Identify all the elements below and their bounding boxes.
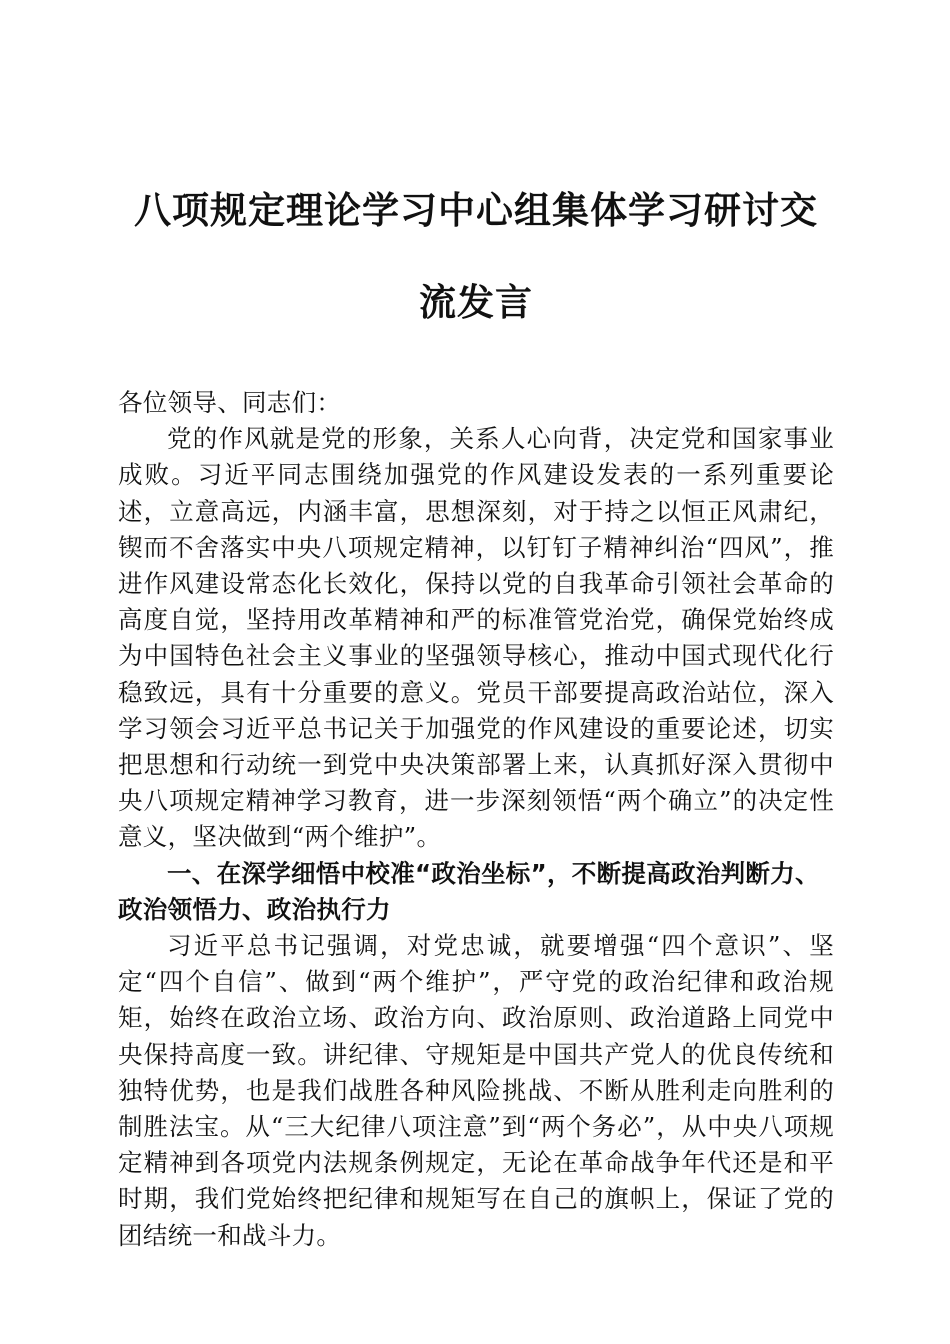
document-page (118, 165, 834, 1254)
document-title: 八项规定理论学习中心组集体学习研讨交流发言 (134, 189, 818, 324)
salutation: 各位领导、同志们： (118, 388, 342, 417)
body-paragraph-1: 党的作风就是党的形象，关系人心向背，决定党和国家事业成败。习近平同志围绕加强党的作风建设发表的一系列重要论述，立意高远，内涵丰富，思想深刻，对于持之以恒正风肃纪，锲而不舍落实中央八项规定精神，以钉钉子精神纠治“四风”，推进作风建设常态化长效化，保持以党的自我革命引领社会革命的高度自觉，坚持用改革精神和严的标准管党治党，确保党始终成为中国特色社会主义事业的坚强领导核心，推动中国式现代化行稳致远，具有十分重要的意义。党员干部要提高政治站位，深入学习领会习近平总书记关于加强党的作风建设的重要论述，切实把思想和行动统一到党中央决策部署上来，认真抓好深入贯彻中央八项规定精神学习教育，进一步深刻领悟“两个确立”的决定性意义，坚决做到“两个维护”。 (118, 424, 834, 852)
body-paragraph-2: 习近平总书记强调，对党忠诚，就要增强“四个意识”、坚定“四个自信”、做到“两个维护”，严守党的政治纪律和政治规矩，始终在政治立场、政治方向、政治原则、政治道路上同党中央保持高度一致。讲纪律、守规矩是中国共产党人的优良传统和独特优势，也是我们战胜各种风险挑战、不断从胜利走向胜利的制胜法宝。从“三大纪律八项注意”到“两个务必”，从中央八项规定精神到各项党内法规条例规定，无论在革命战争年代还是和平时期，我们党始终把纪律和规矩写在自己的旗帜上，保证了党的团结统一和战斗力。 (118, 931, 834, 1250)
section-heading-1: 一、在深学细悟中校准“政治坐标”，不断提高政治判断力、政治领悟力、政治执行力 (118, 858, 820, 924)
